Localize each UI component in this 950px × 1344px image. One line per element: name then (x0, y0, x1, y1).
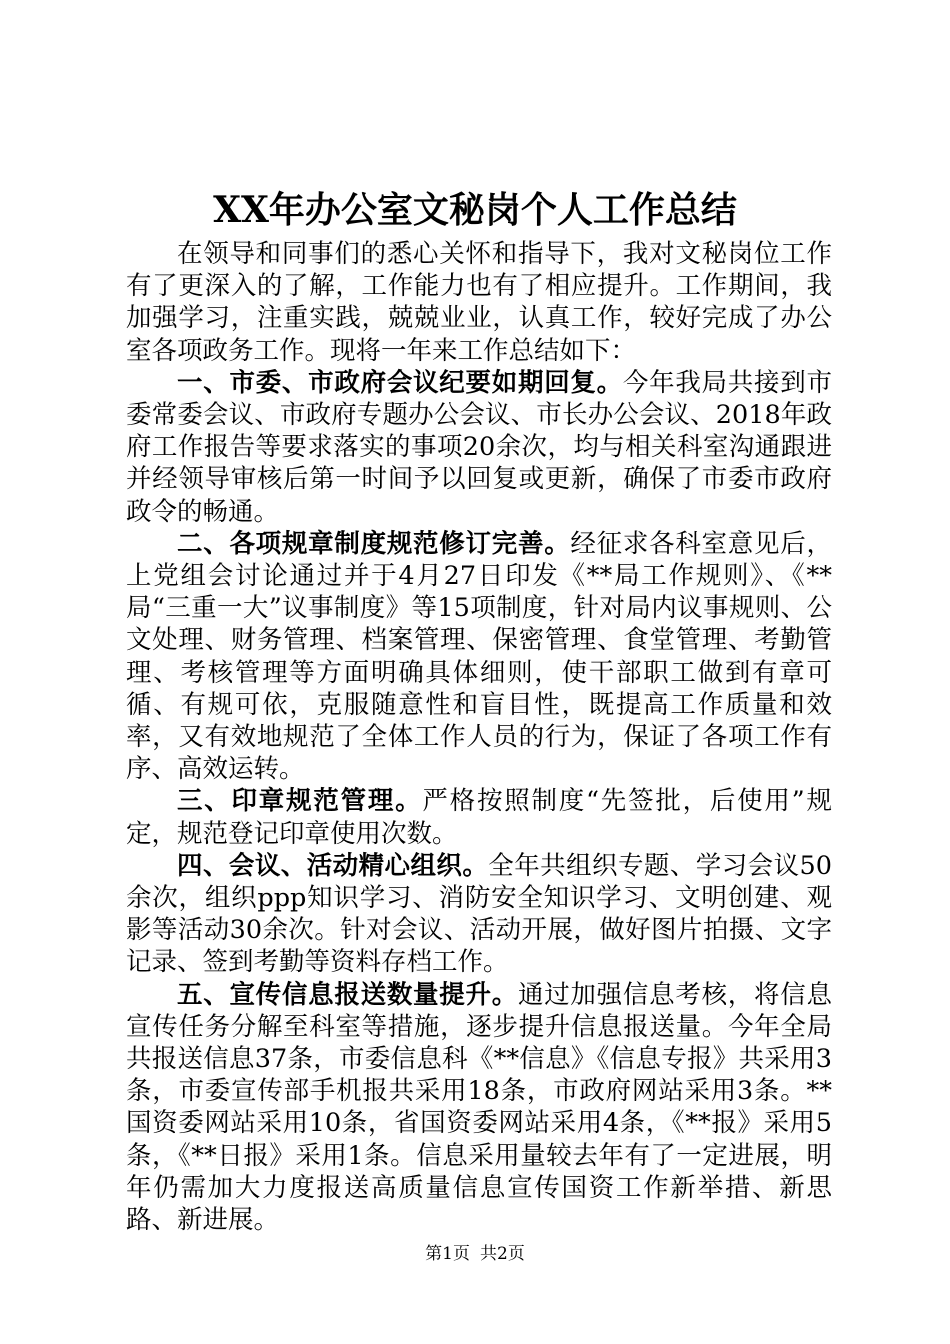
section-text-5: 通过加强信息考核，将信息宣传任务分解至科室等措施，逐步提升信息报送量。今年全局共报送信息37条，市委信息科《**信息》《信息专报》共采用3条，市委宣传部手机报共采用18条，市政府网站采用3条。**国资委网站采用10条，省国资委网站采用4条，《**报》采用5条，《**日报》采用1条。信息采用量较去年有了一定进展，明年仍需加大力度报送高质量信息宣传国资工作新举措、新思路、新进展。 (126, 979, 832, 1236)
section-paragraph-4 (126, 850, 832, 979)
page-number: 第1页 (425, 1244, 470, 1264)
section-paragraph-2 (126, 528, 832, 786)
page-total: 共2页 (480, 1244, 525, 1264)
section-paragraph-3 (126, 785, 832, 849)
section-heading-3: 三、印章规范管理。 (177, 786, 423, 817)
section-text-1: 今年我局共接到市委常委会议、市政府专题办公会议、市长办公会议、2018年政府工作报告等要求落实的事项20余次，均与相关科室沟通跟进并经领导审核后第一时间予以回复或更新，确保了市委市政府政令的畅通。 (126, 367, 832, 527)
section-heading-2: 二、各项规章制度规范修订完善。 (177, 528, 571, 559)
section-paragraph-5 (126, 979, 832, 1237)
document-body (126, 238, 832, 1236)
section-text-4: 全年共组织专题、学习会议50余次，组织ppp知识学习、消防安全知识学习、文明创建、观影等活动30余次。针对会议、活动开展，做好图片拍摄、文字记录、签到考勤等资料存档工作。 (126, 850, 832, 978)
page-footer (0, 1242, 950, 1266)
section-paragraph-1 (126, 367, 832, 528)
intro-paragraph: 在领导和同事们的悉心关怀和指导下，我对文秘岗位工作有了更深入的了解，工作能力也有了相应提升。工作期间，我加强学习，注重实践，兢兢业业，认真工作，较好完成了办公室各项政务工作。现将一年来工作总结如下： (126, 239, 832, 366)
section-heading-5: 五、宣传信息报送数量提升。 (177, 979, 518, 1010)
section-text-2: 经征求各科室意见后，上党组会讨论通过并于4月27日印发《**局工作规则》、《**局“三重一大”议事制度》等15项制度，针对局内议事规则、公文处理、财务管理、档案管理、保密管理、食堂管理、考勤管理、考核管理等方面明确具体细则，使干部职工做到有章可循、有规可依，克服随意性和盲目性，既提高工作质量和效率，又有效地规范了全体工作人员的行为，保证了各项工作有序、高效运转。 (126, 528, 832, 785)
document-title: XX年办公室文秘岗个人工作总结 (213, 189, 737, 231)
section-heading-1: 一、市委、市政府会议纪要如期回复。 (177, 367, 623, 398)
section-heading-4: 四、会议、活动精心组织。 (177, 850, 489, 881)
section-text-3: 严格按照制度“先签批，后使用”规定，规范登记印章使用次数。 (126, 786, 832, 849)
